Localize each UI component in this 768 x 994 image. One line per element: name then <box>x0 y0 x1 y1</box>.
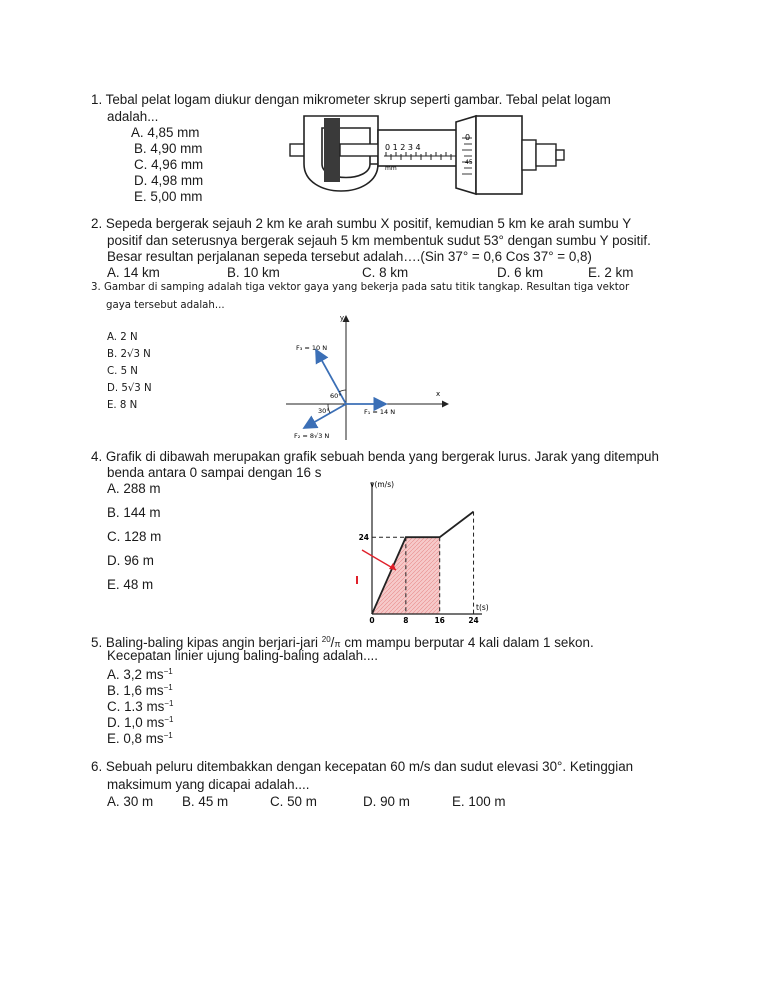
q3-option-b[interactable]: B. 2√3 N <box>107 349 151 360</box>
thimble-top-value: 0 <box>465 133 471 142</box>
q1-option-e[interactable]: E. 5,00 mm <box>134 189 203 204</box>
q3-stem-line2: gaya tersebut adalah... <box>106 300 225 311</box>
q6-option-b[interactable]: B. 45 m <box>182 794 229 809</box>
q3-option-c[interactable]: C. 5 N <box>107 366 138 377</box>
radius-numerator: 20 <box>321 635 331 644</box>
micrometer-figure <box>288 108 568 204</box>
q6-option-c[interactable]: C. 50 m <box>270 794 317 809</box>
radius-denominator: π <box>334 639 341 649</box>
q4-stem-line2: benda antara 0 sampai dengan 16 s <box>107 465 322 480</box>
y-axis-label: y <box>339 314 344 322</box>
angle-60: 60° <box>330 392 342 400</box>
q1-option-d[interactable]: D. 4,98 mm <box>134 173 204 188</box>
q3-option-d[interactable]: D. 5√3 N <box>107 383 152 394</box>
q3-option-e[interactable]: E. 8 N <box>107 400 138 411</box>
q2-stem-line2: positif dan seterusnya bergerak sejauh 5 km membentuk sudut 53° dengan sumbu Y positif. <box>107 233 651 248</box>
q1-stem-line1: 1. Tebal pelat logam diukur dengan mikrometer skrup seperti gambar. Tebal pelat logam <box>91 92 611 107</box>
q6-option-a[interactable]: A. 30 m <box>107 794 154 809</box>
micrometer-main-scale: 0 1 2 3 4 <box>385 143 421 152</box>
q2-option-a[interactable]: A. 14 km <box>107 265 160 280</box>
f2-label: F₂ = 8√3 N <box>294 432 330 440</box>
q5-stem-line1: 5. Baling-baling kipas angin berjari-jari $^{20}$/π cm mampu berputar 4 kali dalam 1 sekon. <box>91 635 594 650</box>
f1-label: F₁ = 14 N <box>364 408 396 416</box>
q5-option-c[interactable]: C. 1.3 $ms^{-1}$ <box>107 699 174 714</box>
q4-option-b[interactable]: B. 144 m <box>107 505 161 520</box>
y-tick-24: 24 <box>358 533 369 543</box>
q2-option-b[interactable]: B. 10 km <box>227 265 280 280</box>
q6-option-d[interactable]: D. 90 m <box>363 794 410 809</box>
x-tick-16: 16 <box>434 616 445 624</box>
q4-option-c[interactable]: C. 128 m <box>107 529 162 544</box>
x-tick-8: 8 <box>403 616 409 624</box>
q5-option-d[interactable]: D. 1,0 $ms^{-1}$ <box>107 715 174 730</box>
radius-slash: / <box>330 635 335 650</box>
q1-option-a[interactable]: A. 4,85 mm <box>131 125 200 140</box>
x-axis-label: x <box>436 390 441 398</box>
q4-option-d[interactable]: D. 96 m <box>107 553 154 568</box>
y-axis-label: v(m/s) <box>370 480 395 489</box>
q2-option-d[interactable]: D. 6 km <box>497 265 544 280</box>
q2-option-e[interactable]: E. 2 km <box>588 265 634 280</box>
q3-option-a[interactable]: A. 2 N <box>107 332 138 343</box>
q1-option-b[interactable]: B. 4,90 mm <box>134 141 203 156</box>
x-tick-24: 24 <box>468 616 479 624</box>
q4-option-a[interactable]: A. 288 m <box>107 481 161 496</box>
micrometer-unit: mm <box>385 165 397 172</box>
thimble-mid-value: 45 <box>465 159 473 166</box>
force-vector-figure <box>284 310 456 442</box>
red-mark <box>356 576 358 584</box>
q5-option-b[interactable]: B. 1,6 $ms^{-1}$ <box>107 683 173 698</box>
q3-stem-line1: 3. Gambar di samping adalah tiga vektor gaya yang bekerja pada satu titik tangkap. Resultan tiga vektor <box>91 282 630 293</box>
q5-option-a[interactable]: A. 3,2 $ms^{-1}$ <box>107 667 173 682</box>
q5-stem-line2: Kecepatan linier ujung baling-baling adalah.... <box>107 648 378 663</box>
x-tick-0: 0 <box>369 616 375 624</box>
q6-option-e[interactable]: E. 100 m <box>452 794 506 809</box>
velocity-time-chart <box>352 478 504 624</box>
q5-option-e[interactable]: E. 0,8 $ms^{-1}$ <box>107 731 173 746</box>
f3-label: F₃ = 10 N <box>296 344 328 352</box>
q1-stem-line2: adalah... <box>107 109 159 124</box>
angle-30: 30° <box>318 407 330 415</box>
q1-option-c[interactable]: C. 4,96 mm <box>134 157 204 172</box>
q4-option-e[interactable]: E. 48 m <box>107 577 154 592</box>
q2-stem-line1: 2. Sepeda bergerak sejauh 2 km ke arah sumbu X positif, kemudian 5 km ke arah sumbu Y <box>91 216 632 231</box>
x-axis-label: t(s) <box>476 603 489 612</box>
q2-stem-line3: Besar resultan perjalanan sepeda tersebut adalah….(Sin 37° = 0,6 Cos 37° = 0,8) <box>107 249 592 264</box>
q6-stem-line1: 6. Sebuah peluru ditembakkan dengan kecepatan 60 m/s dan sudut elevasi 30°. Ketinggian <box>91 759 634 774</box>
q6-stem-line2: maksimum yang dicapai adalah.... <box>107 777 310 792</box>
q2-option-c[interactable]: C. 8 km <box>362 265 409 280</box>
q4-stem-line1: 4. Grafik di dibawah merupakan grafik sebuah benda yang bergerak lurus. Jarak yang ditempuh <box>91 449 659 464</box>
